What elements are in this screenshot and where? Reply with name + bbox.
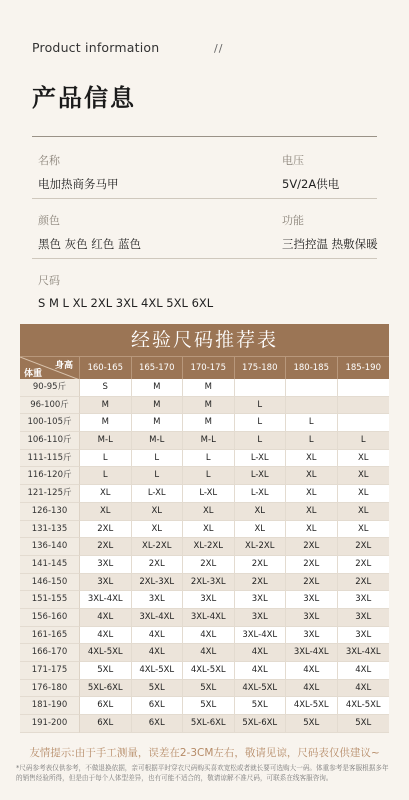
size-cell: XL	[132, 503, 184, 521]
table-row	[20, 680, 389, 698]
color-label: 颜色	[38, 214, 60, 227]
size-cell: L	[235, 397, 287, 415]
table-row	[20, 432, 389, 450]
size-cell: 4XL	[235, 644, 287, 662]
size-cell: L-XL	[235, 450, 287, 468]
size-cell: L	[235, 414, 287, 432]
size-cell: 5XL-6XL	[80, 680, 132, 698]
size-cell: L-XL	[183, 485, 235, 503]
color-value: 黑色 灰色 红色 蓝色	[38, 237, 141, 251]
table-row	[20, 662, 389, 680]
size-cell: 5XL	[183, 697, 235, 715]
size-chart-table	[20, 324, 389, 733]
size-cell: 2XL	[338, 538, 390, 556]
size-cell	[286, 397, 338, 415]
weight-cell: 136-140	[20, 538, 80, 556]
table-row	[20, 697, 389, 715]
size-cell: L	[132, 467, 184, 485]
size-cell: 4XL	[235, 662, 287, 680]
size-label: 尺码	[38, 274, 60, 287]
table-row	[20, 379, 389, 397]
size-cell: L	[132, 450, 184, 468]
weight-header: 体重	[24, 369, 43, 379]
size-cell: 2XL	[183, 556, 235, 574]
size-cell: 3XL-4XL	[183, 609, 235, 627]
size-cell: 2XL	[286, 538, 338, 556]
size-cell: M	[132, 397, 184, 415]
size-cell: XL	[338, 467, 390, 485]
size-cell: 5XL	[286, 715, 338, 733]
size-cell: 3XL-4XL	[338, 644, 390, 662]
size-cell: 4XL-5XL	[338, 697, 390, 715]
height-header: 身高	[54, 361, 73, 371]
name-label: 名称	[38, 154, 60, 167]
size-cell: 3XL	[338, 609, 390, 627]
size-cell: 6XL	[80, 697, 132, 715]
weight-cell: 171-175	[20, 662, 80, 680]
name-value: 电加热商务马甲	[38, 177, 119, 191]
size-cell: 3XL	[183, 591, 235, 609]
size-cell: 2XL	[286, 556, 338, 574]
table-row	[20, 503, 389, 521]
size-cell: L-XL	[235, 485, 287, 503]
size-cell: 2XL-3XL	[132, 574, 184, 592]
size-cell: M-L	[132, 432, 184, 450]
weight-cell: 151-155	[20, 591, 80, 609]
size-cell: L	[80, 450, 132, 468]
size-cell: XL-2XL	[183, 538, 235, 556]
size-cell: 5XL-6XL	[235, 715, 287, 733]
field-function	[282, 212, 378, 252]
height-col-header: 165-170	[132, 357, 184, 379]
size-value: S M L XL 2XL 3XL 4XL 5XL 6XL	[38, 296, 214, 310]
size-cell: 4XL-5XL	[286, 697, 338, 715]
size-cell: 3XL	[80, 574, 132, 592]
size-cell: 3XL-4XL	[80, 591, 132, 609]
table-row	[20, 538, 389, 556]
size-cell: L	[235, 432, 287, 450]
size-cell: XL	[286, 503, 338, 521]
measurement-tip: 友情提示:由于手工测量，误差在2-3CM左右，敬请见谅，尺码表仅供建议~	[29, 747, 380, 759]
weight-cell: 96-100斤	[20, 397, 80, 415]
size-cell	[338, 414, 390, 432]
size-cell: 2XL	[80, 521, 132, 539]
size-cell: M	[183, 397, 235, 415]
size-cell: 3XL	[338, 627, 390, 645]
size-cell: 5XL	[338, 715, 390, 733]
title-en: Product information	[32, 40, 160, 55]
weight-cell: 126-130	[20, 503, 80, 521]
table-corner	[20, 357, 80, 379]
size-cell: L	[183, 467, 235, 485]
weight-cell: 106-110斤	[20, 432, 80, 450]
title-slash-decoration: //	[214, 42, 224, 55]
size-cell: M	[183, 379, 235, 397]
size-cell: XL	[80, 485, 132, 503]
size-cell: 2XL-3XL	[183, 574, 235, 592]
size-cell: 3XL-4XL	[132, 609, 184, 627]
field-name	[38, 152, 119, 192]
table-row	[20, 467, 389, 485]
divider-1	[32, 198, 377, 199]
divider-2	[32, 258, 377, 259]
size-cell: 5XL	[132, 680, 184, 698]
size-cell: L	[286, 432, 338, 450]
size-cell: XL	[338, 503, 390, 521]
table-row	[20, 609, 389, 627]
size-cell: 3XL-4XL	[235, 627, 287, 645]
weight-cell: 90-95斤	[20, 379, 80, 397]
size-cell: 5XL	[235, 697, 287, 715]
weight-cell: 181-190	[20, 697, 80, 715]
size-cell: M-L	[80, 432, 132, 450]
size-cell: XL	[235, 503, 287, 521]
size-cell: XL	[286, 485, 338, 503]
table-row	[20, 644, 389, 662]
size-cell: 3XL	[80, 556, 132, 574]
size-cell: 4XL-5XL	[183, 662, 235, 680]
size-cell: 4XL	[183, 627, 235, 645]
size-cell: 2XL	[132, 556, 184, 574]
voltage-label: 电压	[282, 154, 304, 167]
size-cell: 6XL	[132, 715, 184, 733]
size-cell	[286, 379, 338, 397]
size-cell: 3XL	[286, 609, 338, 627]
size-cell: 2XL	[286, 574, 338, 592]
weight-cell: 131-135	[20, 521, 80, 539]
table-row	[20, 574, 389, 592]
height-col-header: 160-165	[80, 357, 132, 379]
size-cell: 4XL-5XL	[235, 680, 287, 698]
table-row	[20, 715, 389, 733]
weight-cell: 176-180	[20, 680, 80, 698]
table-row	[20, 521, 389, 539]
size-cell: 3XL	[235, 609, 287, 627]
size-cell: XL	[286, 521, 338, 539]
size-cell: M	[183, 414, 235, 432]
weight-cell: 156-160	[20, 609, 80, 627]
weight-cell: 161-165	[20, 627, 80, 645]
size-cell: 5XL	[183, 680, 235, 698]
weight-cell: 141-145	[20, 556, 80, 574]
size-cell: XL-2XL	[235, 538, 287, 556]
size-cell: L	[183, 450, 235, 468]
size-cell: 2XL	[338, 574, 390, 592]
size-cell: 5XL	[80, 662, 132, 680]
size-cell: 4XL	[183, 644, 235, 662]
table-body	[20, 379, 389, 733]
size-cell: 2XL	[338, 556, 390, 574]
size-cell: 2XL	[235, 556, 287, 574]
function-label: 功能	[282, 214, 304, 227]
table-header-row	[20, 356, 389, 379]
size-cell: L	[286, 414, 338, 432]
height-col-header: 175-180	[235, 357, 287, 379]
weight-cell: 191-200	[20, 715, 80, 733]
size-cell: 3XL	[338, 591, 390, 609]
divider-top	[32, 136, 377, 137]
size-cell: XL	[183, 503, 235, 521]
voltage-value: 5V/2A供电	[282, 177, 340, 191]
size-cell: 6XL	[80, 715, 132, 733]
size-cell: 4XL-5XL	[80, 644, 132, 662]
size-cell: 4XL	[132, 627, 184, 645]
table-row	[20, 450, 389, 468]
size-cell: M	[132, 379, 184, 397]
field-size	[38, 272, 213, 310]
table-row	[20, 591, 389, 609]
size-cell: XL	[338, 450, 390, 468]
size-cell: 4XL	[80, 627, 132, 645]
size-cell	[338, 379, 390, 397]
table-row	[20, 627, 389, 645]
size-cell	[338, 397, 390, 415]
size-cell: 4XL	[286, 662, 338, 680]
size-cell: L-XL	[235, 467, 287, 485]
weight-cell: 121-125斤	[20, 485, 80, 503]
size-cell: XL	[338, 521, 390, 539]
size-cell: L	[338, 432, 390, 450]
size-cell: XL	[235, 521, 287, 539]
weight-cell: 166-170	[20, 644, 80, 662]
size-cell: 4XL	[338, 680, 390, 698]
size-cell: 4XL	[132, 644, 184, 662]
size-cell: 3XL-4XL	[286, 644, 338, 662]
height-col-header: 185-190	[345, 363, 381, 373]
size-chart-title: 经验尺码推荐表	[20, 324, 389, 356]
size-cell: XL	[286, 450, 338, 468]
size-cell: S	[80, 379, 132, 397]
size-cell: 3XL	[132, 591, 184, 609]
page-title: 产品信息	[32, 84, 136, 112]
table-row	[20, 485, 389, 503]
size-cell: 3XL	[286, 627, 338, 645]
size-cell: M	[80, 397, 132, 415]
size-note: *尺码参考表仅供参考，不做退换依据，亲可根据平时穿衣尺码购买喜欢宽松或者就长要可选购大一码。体重参考是客服根据多年的销售经验所得，但是由于每个人体型差异，也有可能不适合的，敬请谅解不准尺码，可联系在线客服咨询。	[16, 764, 389, 782]
size-cell: 3XL	[286, 591, 338, 609]
field-color	[38, 212, 141, 252]
table-row	[20, 397, 389, 415]
size-cell: 3XL	[235, 591, 287, 609]
height-col-header: 180-185	[286, 357, 338, 379]
weight-cell: 111-115斤	[20, 450, 80, 468]
size-cell: L-XL	[132, 485, 184, 503]
size-cell: 4XL-5XL	[132, 662, 184, 680]
size-cell: 2XL	[235, 574, 287, 592]
size-cell: XL	[132, 521, 184, 539]
size-cell: 4XL	[338, 662, 390, 680]
weight-cell: 100-105斤	[20, 414, 80, 432]
size-cell: XL-2XL	[132, 538, 184, 556]
field-voltage	[282, 152, 339, 192]
size-cell: 6XL	[132, 697, 184, 715]
height-col-header: 170-175	[183, 357, 235, 379]
table-row	[20, 556, 389, 574]
size-cell: 4XL	[286, 680, 338, 698]
size-cell: XL	[286, 467, 338, 485]
size-cell: M	[132, 414, 184, 432]
size-cell: 2XL	[80, 538, 132, 556]
weight-cell: 116-120斤	[20, 467, 80, 485]
size-cell: M-L	[183, 432, 235, 450]
size-cell: M	[80, 414, 132, 432]
table-row	[20, 414, 389, 432]
size-cell: XL	[80, 503, 132, 521]
size-cell: XL	[338, 485, 390, 503]
size-cell: 5XL-6XL	[183, 715, 235, 733]
function-value: 三挡控温 热敷保暖	[282, 237, 378, 251]
size-cell: XL	[183, 521, 235, 539]
header	[0, 0, 409, 130]
size-cell: L	[80, 467, 132, 485]
size-cell	[235, 379, 287, 397]
size-cell: 4XL	[80, 609, 132, 627]
weight-cell: 146-150	[20, 574, 80, 592]
